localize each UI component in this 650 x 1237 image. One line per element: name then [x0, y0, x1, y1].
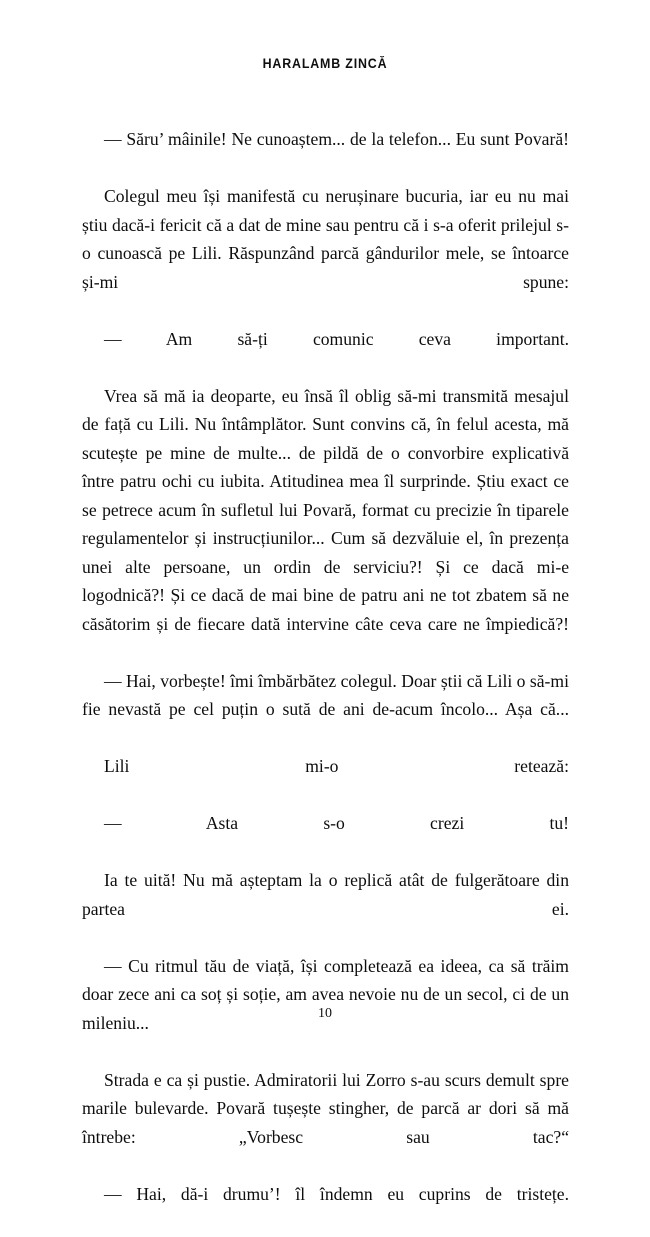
paragraph: Colegul meu își manifestă cu nerușinare bucuria, iar eu nu mai știu dacă-i fericit că a dat de mine sau pentru că i s-a oferit prilejul s-o cunoască pe Lili. Răspunzând parcă gândurilor mele, se întoarce și-mi spune: [82, 186, 569, 292]
body-text-block [82, 125, 569, 1237]
paragraph: Vrea să mă ia deoparte, eu însă îl oblig să-mi transmită mesajul de față cu Lili. Nu întâmplător. Sunt convins că, în felul acesta, mă scutește pe mine de multe... de pildă de o convorbire explicativă între patru ochi cu iubita. Atitudinea mea îl surprinde. Știu exact ce se petrece acum în sufletul lui Povară, format cu precizie în tiparele regulamentelor și instrucțiunilor... Cum să dezvăluie el, în prezența unei alte persoane, un ordin de serviciu?! Și ce dacă mi-e logodnică?! Și ce dacă de mai bine de patru ani ne tot zbatem să ne căsătorim și de fiecare dată intervine câte ceva care ne împiedică?! [82, 385, 569, 634]
paragraph: — Hai, dă-i drumu’! îl îndemn eu cuprins de tristețe. [104, 1183, 569, 1204]
paragraph: Ia te uită! Nu mă așteptam la o replică atât de fulgerătoare din partea ei. [82, 870, 569, 919]
paragraph: — Săru’ mâinile! Ne cunoaștem... de la telefon... Eu sunt Povară! [104, 129, 569, 149]
running-head: HARALAMB ZINCĂ [262, 56, 388, 71]
paragraph: — Am să-ți comunic ceva important. [104, 328, 569, 349]
paragraph: Strada e ca și pustie. Admiratorii lui Zorro s-au scurs demult spre marile bulevarde. Povară tușește stingher, de parcă ar dori să mă întrebe: „Vorbesc sau tac?“ [82, 1069, 569, 1147]
paragraph: — Hai, vorbește! îmi îmbărbătez colegul. Doar știi că Lili o să-mi fie nevastă pe cel puțin o sută de ani de-acum încolo... Așa că... [82, 670, 569, 719]
paragraph: — Asta s-o crezi tu! [104, 813, 569, 833]
paragraph: — Cu ritmul tău de viață, își completează ea ideea, ca să trăim doar zece ani ca soț și soție, am avea nevoie nu de un secol, ci de un mileniu... [82, 955, 569, 1033]
paragraph: Lili mi-o retează: [104, 756, 569, 776]
page-number: 10 [318, 1006, 332, 1021]
